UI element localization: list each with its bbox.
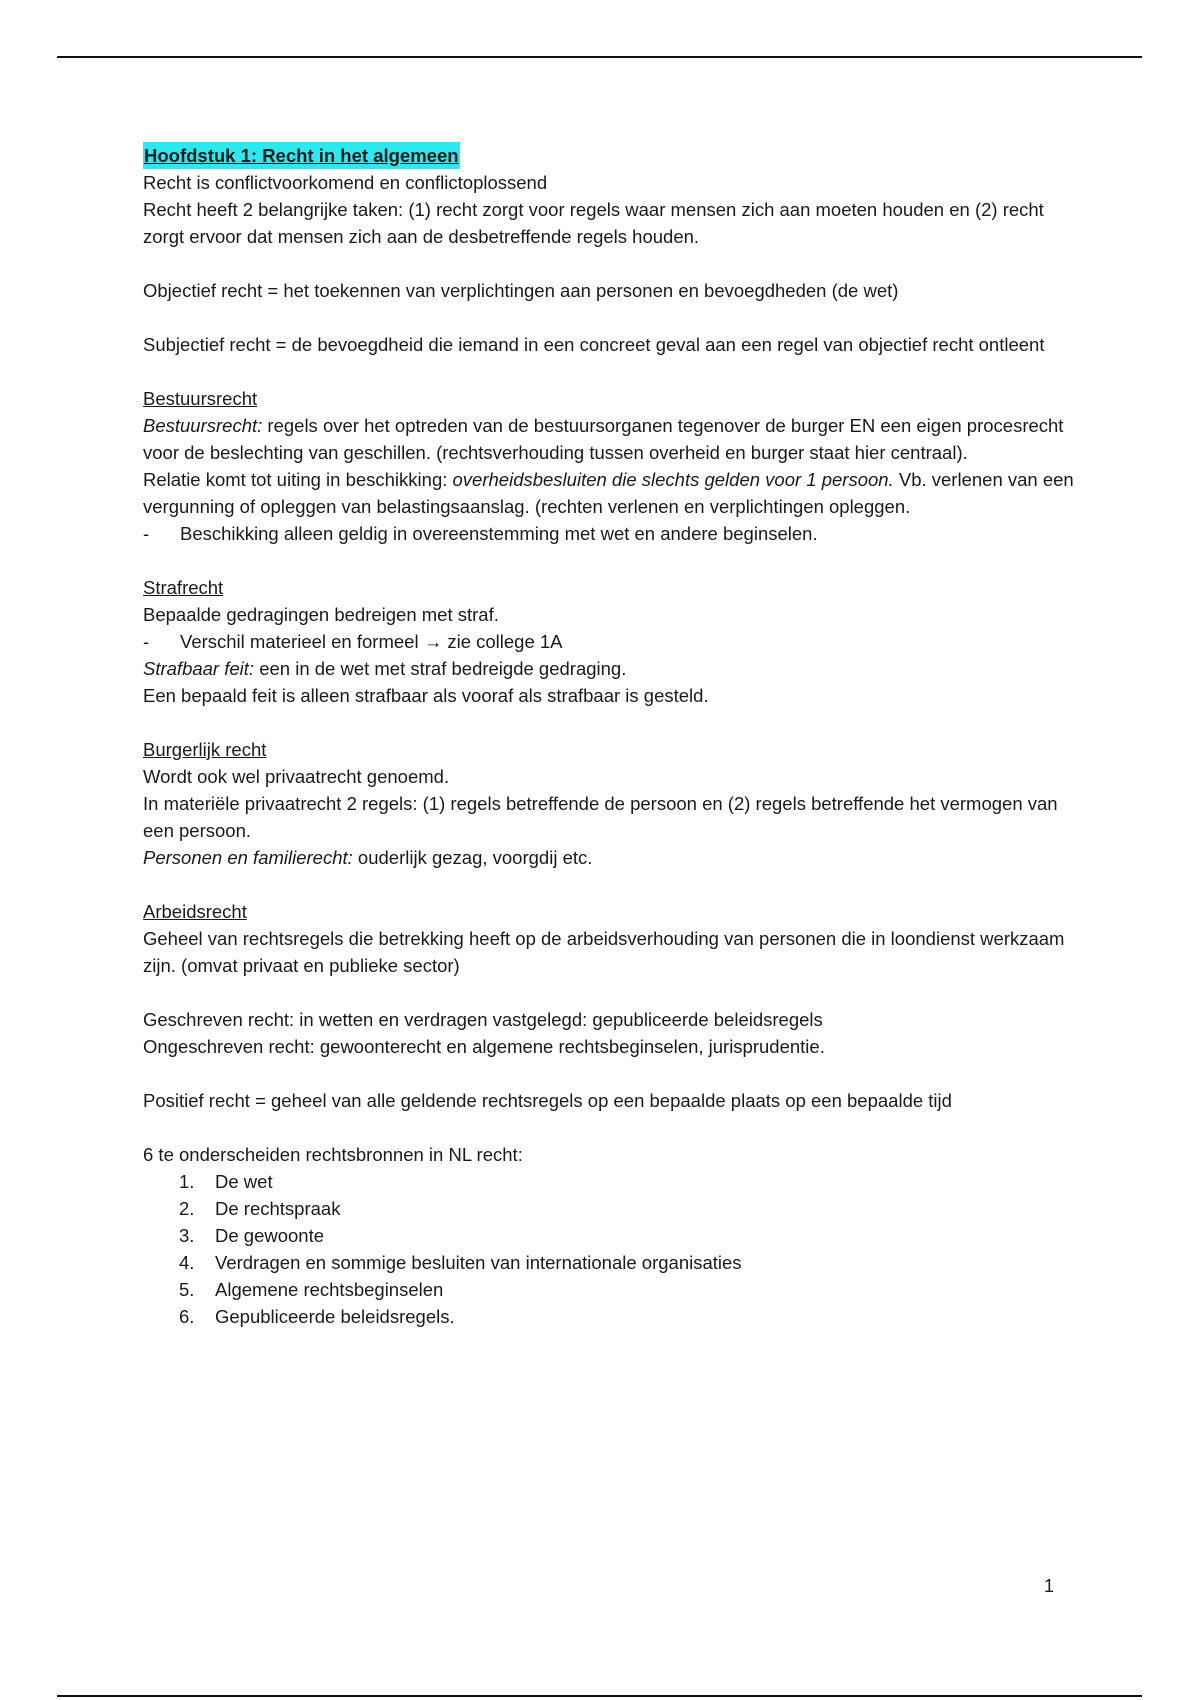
strafrecht-line-3: Een bepaald feit is alleen strafbaar als vooraf als strafbaar is gesteld. (143, 685, 709, 706)
chapter-heading: Hoofdstuk 1: Recht in het algemeen (143, 142, 460, 169)
geschreven-recht: Geschreven recht: in wetten en verdragen vastgelegd: gepubliceerde beleidsregels (143, 1009, 823, 1030)
list-item: - Beschikking alleen geldig in overeenstemming met wet en andere beginselen. (143, 523, 818, 544)
section-title-bestuursrecht: Bestuursrecht (143, 388, 258, 409)
subjectief-recht: Subjectief recht = de bevoegdheid die iemand in een concreet geval aan een regel van objectief recht ontleent (143, 334, 1045, 355)
intro-line-1: Recht is conflictvoorkomend en conflictoplossend (143, 172, 548, 193)
section-title-strafrecht: Strafrecht (143, 577, 224, 598)
term: Strafbaar feit: (143, 658, 255, 679)
intro-line-2: Recht heeft 2 belangrijke taken: (1) recht zorgt voor regels waar mensen zich aan moeten houden en (2) recht zorgt ervoor dat mensen zich aan de desbetreffende regels houden. (143, 199, 1044, 247)
list-item: - Verschil materieel en formeel → zie college 1A (143, 631, 563, 652)
objectief-recht: Objectief recht = het toekennen van verplichtingen aan personen en bevoegdheden (de wet) (143, 280, 899, 301)
list-item: 2. De rechtspraak (179, 1198, 341, 1219)
list-item: 3. De gewoonte (179, 1225, 325, 1246)
list-item: 6. Gepubliceerde beleidsregels. (179, 1306, 455, 1327)
personen-familierecht: Personen en familierecht: ouderlijk gezag, voorgdij etc. (143, 847, 593, 868)
header-rule (57, 56, 1142, 58)
burgerlijk-line-1: Wordt ook wel privaatrecht genoemd. (143, 766, 450, 787)
ongeschreven-recht: Ongeschreven recht: gewoonterecht en algemene rechtsbeginselen, jurisprudentie. (143, 1036, 825, 1057)
term: Personen en familierecht: (143, 847, 353, 868)
arbeidsrecht-line-1: Geheel van rechtsregels die betrekking heeft op de arbeidsverhouding van personen die in loondienst werkzaam zijn. (omvat privaat en publieke sector) (143, 928, 1065, 976)
term: Bestuursrecht: (143, 415, 263, 436)
list-item: 5. Algemene rechtsbeginselen (179, 1279, 444, 1300)
section-title-arbeidsrecht: Arbeidsrecht (143, 901, 247, 922)
bestuursrecht-definition: Bestuursrecht: regels over het optreden van de bestuursorganen tegenover de burger EN een eigen procesrecht voor de beslechting van geschillen. (rechtsverhouding tussen overheid en burger staat hier centraal). (143, 415, 1064, 463)
positief-recht: Positief recht = geheel van alle geldende rechtsregels op een bepaalde plaats op een bepaalde tijd (143, 1090, 952, 1111)
bestuursrecht-relatie: Relatie komt tot uiting in beschikking: overheidsbesluiten die slechts gelden voor 1 persoon. Vb. verlenen van een vergunning of opleggen van belastingsaanslag. (rechten verlenen en verplichtingen opleggen. (143, 469, 1074, 517)
page-number: 1 (1044, 1576, 1055, 1596)
rechtsbronnen-list (143, 1168, 1078, 1330)
list-item: 1. De wet (179, 1171, 273, 1192)
list-item: 4. Verdragen en sommige besluiten van internationale organisaties (179, 1252, 742, 1273)
document-body (143, 142, 1078, 1330)
burgerlijk-line-2: In materiële privaatrecht 2 regels: (1) regels betreffende de persoon en (2) regels betreffende het vermogen van een persoon. (143, 793, 1058, 841)
rechtsbronnen-intro: 6 te onderscheiden rechtsbronnen in NL recht: (143, 1144, 523, 1165)
footer-rule (57, 1695, 1142, 1697)
strafrecht-line-1: Bepaalde gedragingen bedreigen met straf. (143, 604, 499, 625)
section-title-burgerlijk-recht: Burgerlijk recht (143, 739, 267, 760)
strafbaar-feit: Strafbaar feit: een in de wet met straf bedreigde gedraging. (143, 658, 627, 679)
